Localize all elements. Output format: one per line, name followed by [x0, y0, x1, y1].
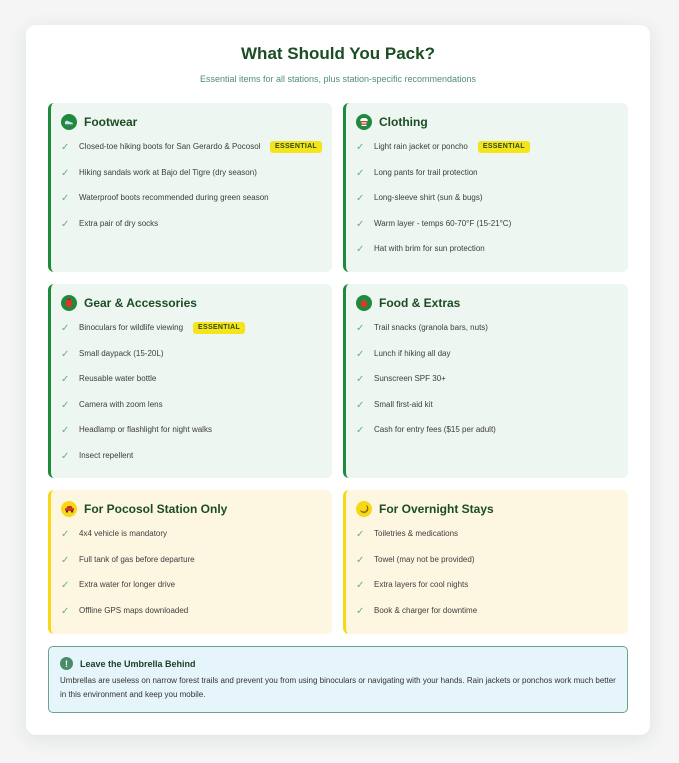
check-icon: ✓ — [61, 450, 70, 462]
check-icon: ✓ — [356, 399, 365, 411]
shoe-icon — [61, 114, 77, 130]
check-icon: ✓ — [356, 529, 365, 540]
apple-icon — [356, 295, 372, 311]
check-icon: ✓ — [61, 193, 70, 205]
list-item: ✓ Long pants for trail protection — [356, 167, 478, 179]
card-title: Gear & Accessories — [84, 296, 197, 310]
list-item: ✓ Headlamp or flashlight for night walks — [61, 425, 212, 437]
check-icon: ✓ — [61, 142, 70, 153]
list-item: ✓ Extra pair of dry socks — [61, 218, 159, 230]
check-icon: ✓ — [356, 167, 365, 179]
check-icon: ✓ — [356, 323, 365, 334]
check-icon: ✓ — [356, 142, 365, 153]
list-item: ✓ Extra layers for cool nights — [356, 580, 469, 592]
check-icon: ✓ — [356, 193, 365, 205]
list-item: ✓ Sunscreen SPF 30+ — [356, 374, 446, 386]
card-clothing — [343, 103, 628, 272]
car-icon — [61, 501, 77, 517]
check-icon: ✓ — [61, 580, 70, 592]
card-footwear — [48, 103, 332, 272]
list-item: ✓ Light rain jacket or poncho ESSENTIAL — [356, 141, 618, 154]
card-gear-accessories — [48, 284, 332, 478]
check-icon: ✓ — [61, 323, 70, 334]
list-item: ✓ Waterproof boots recommended during green season — [61, 193, 269, 205]
page-title: What Should You Pack? — [241, 44, 435, 63]
list-item: ✓ Small daypack (15-20L) — [61, 348, 164, 360]
card-title: Food & Extras — [379, 296, 461, 310]
check-icon: ✓ — [356, 374, 365, 386]
exclamation-icon: ! — [60, 657, 73, 670]
backpack-icon — [61, 295, 77, 311]
card-pocosol-station — [48, 490, 332, 634]
notice-title: Leave the Umbrella Behind — [80, 658, 196, 669]
list-item: ✓ Warm layer - temps 60-70°F (15-21°C) — [356, 218, 512, 230]
list-item: ✓ Hiking sandals work at Bajo del Tigre (dry season) — [61, 167, 257, 179]
umbrella-notice — [48, 646, 628, 713]
list-item: ✓ Hat with brim for sun protection — [356, 244, 485, 256]
check-icon: ✓ — [61, 218, 70, 230]
list-item: ✓ Full tank of gas before departure — [61, 554, 195, 566]
notice-body: Umbrellas are useless on narrow forest trails and prevent you from using binoculars or navigating with your hands. Rain jackets or ponchos work much better in this environment and keep you mobile. — [60, 676, 616, 699]
card-overnight-stays — [343, 490, 628, 634]
list-item: ✓ Offline GPS maps downloaded — [61, 605, 189, 617]
check-icon: ✓ — [356, 425, 365, 437]
packing-panel — [26, 25, 650, 735]
check-icon: ✓ — [61, 348, 70, 360]
card-title: Footwear — [84, 115, 138, 129]
list-item: ✓ Cash for entry fees ($15 per adult) — [356, 425, 496, 437]
check-icon: ✓ — [356, 218, 365, 230]
card-food-extras — [343, 284, 628, 478]
essential-badge: ESSENTIAL — [193, 322, 245, 334]
check-icon: ✓ — [61, 425, 70, 437]
list-item: ✓ Camera with zoom lens — [61, 399, 163, 411]
list-item: ✓ Closed-toe hiking boots for San Gerardo & Pocosol ESSENTIAL — [61, 141, 322, 154]
check-icon: ✓ — [356, 554, 365, 566]
check-icon: ✓ — [61, 605, 70, 617]
card-title: For Pocosol Station Only — [84, 502, 228, 516]
check-icon: ✓ — [61, 399, 70, 411]
list-item: ✓ Reusable water bottle — [61, 374, 157, 386]
card-title: For Overnight Stays — [379, 502, 494, 516]
list-item: ✓ Book & charger for downtime — [356, 605, 478, 617]
check-icon: ✓ — [61, 374, 70, 386]
list-item: ✓ Towel (may not be provided) — [356, 554, 475, 566]
shirt-icon — [356, 114, 372, 130]
list-item: ✓ Extra water for longer drive — [61, 580, 176, 592]
check-icon: ✓ — [356, 244, 365, 256]
page-subtitle: Essential items for all stations, plus station-specific recommendations — [199, 74, 477, 84]
list-item: ✓ Long-sleeve shirt (sun & bugs) — [356, 193, 483, 205]
check-icon: ✓ — [61, 529, 70, 540]
moon-icon — [356, 501, 372, 517]
list-item: ✓ 4x4 vehicle is mandatory — [61, 529, 168, 540]
list-item: ✓ Binoculars for wildlife viewing ESSENTIAL — [61, 322, 322, 335]
list-item: ✓ Insect repellent — [61, 450, 134, 462]
check-icon: ✓ — [356, 580, 365, 592]
list-item: ✓ Small first-aid kit — [356, 399, 433, 411]
check-icon: ✓ — [61, 167, 70, 179]
check-icon: ✓ — [356, 605, 365, 617]
essential-badge: ESSENTIAL — [270, 141, 322, 153]
list-item: ✓ Trail snacks (granola bars, nuts) — [356, 323, 488, 334]
list-item: ✓ Lunch if hiking all day — [356, 348, 451, 360]
list-item: ✓ Toiletries & medications — [356, 529, 459, 540]
essential-badge: ESSENTIAL — [478, 141, 530, 153]
card-title: Clothing — [379, 115, 428, 129]
check-icon: ✓ — [356, 348, 365, 360]
check-icon: ✓ — [61, 554, 70, 566]
